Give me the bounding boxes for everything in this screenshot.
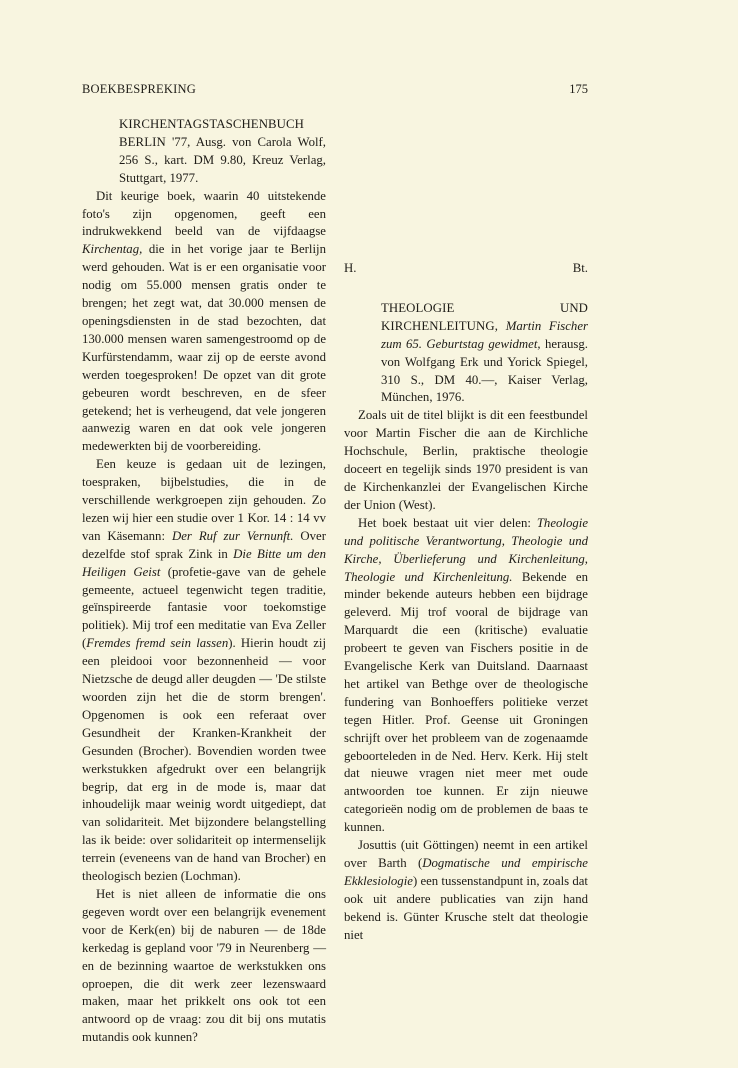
text-span: Dit keurige boek, waarin 40 uitstekende foto's zijn opgenomen, geeft een indrukwekkend beeld van de vijfdaagse: [82, 188, 326, 239]
review2-title: THEOLOGIE UND KIRCHENLEITUNG,: [381, 300, 588, 333]
review2-paragraph: [344, 515, 588, 837]
italic-span: Der Ruf zur Vernunft.: [171, 528, 294, 543]
right-column: [344, 116, 588, 945]
signature-right: Bt.: [572, 261, 588, 275]
running-head: BOEKBESPREKING: [82, 82, 196, 96]
italic-span: Theologie und politische Verantwortung, Theologie und Kirche, Überlieferung und Kirchenleitung, Theologie und Kirchenleitung.: [344, 515, 588, 584]
review1-heading: [119, 116, 326, 188]
review2-paragraph: Zoals uit de titel blijkt is dit een feestbundel voor Martin Fischer die aan de Kirchliche Hochschule, Berlin, praktische theologie doceert en tegelijk sinds 1970 president is van de Kirchenkanzlei der Evangelischen Kirche der Union (West).: [344, 408, 588, 512]
italic-span: Kirchentag,: [82, 242, 143, 257]
text-span: ) een tussenstandpunt in, zoals dat ook uit andere publicaties van zijn hand bekend is. Günter Krusche stelt dat theologie niet: [344, 873, 588, 942]
text-span: Het boek bestaat uit vier delen:: [358, 515, 537, 530]
text-span: Bekende en minder bekende auteurs hebben een bijdrage geleverd. Mij trof vooral de bijdrage van Marquardt die een (kritische) evaluatie probeert te geven van Fischers positie in de Evangelische Kerk van Duitsland. Daarnaast het artikel van Bethge over de theologische fundering van Bonhoeffers politieke verzet tegen Hitler. Prof. Geense uit Groningen schrijft over het probleem van de zogenaamde geboorteleden in de Ned. Herv. Kerk. Hij stelt dat nieuwe vragen niet meer met oude antwoorden toe kunnen. Er zijn nieuwe categorieën nodig om de problemen de baas te kunnen.: [344, 569, 588, 835]
left-column: [82, 116, 326, 1047]
review1-details: Ausg. von Carola Wolf, 256 S., kart. DM 9.80, Kreuz Verlag, Stuttgart, 1977.: [119, 134, 327, 185]
review1-year: '77,: [171, 134, 191, 149]
italic-span: Dogmatische und empirische Ekklesiologie: [344, 856, 588, 888]
text-span: Josuttis (uit Göttingen) neemt in een artikel over Barth (: [344, 838, 588, 870]
review1-paragraph: [82, 456, 326, 886]
review1-paragraph: Het is niet alleen de informatie die ons gegeven wordt over een belangrijk evenement voor de Kerk(en) bij de naburen — de 18de kerkedag is gepland voor '79 in Neurenberg — en de bezinning waartoe de werkstukken ons oproepen, die dit werk zeer lezenswaard maken, maar het prikkelt ons ook tot een antwoord op de vraag: zou dit bij ons mutatis mutandis ook kunnen?: [82, 886, 326, 1045]
text-span: Een keuze is gedaan uit de lezingen, toespraken, bijbelstudies, die in de verschillende werkgroepen zijn gehouden. Zo lezen wij hier een studie over 1 Kor. 14 : 14 vv van Käsemann:: [82, 457, 326, 543]
page-header: [82, 82, 588, 100]
review2-subtitle: Martin Fischer zum 65. Geburtstag gewidmet,: [381, 318, 588, 351]
review2-heading: [381, 300, 588, 407]
review1-paragraph: [82, 188, 326, 457]
italic-span: Die Bitte um den Heiligen Geist: [82, 546, 327, 579]
review2-paragraph: [344, 837, 588, 944]
italic-span: Fremdes fremd sein lassen: [86, 636, 229, 651]
text-span: die in het vorige jaar te Berlijn werd gehouden. Wat is er een organisatie voor nodig om 55.000 mensen gratis onder te brengen; het zegt wat, dat 30.000 mensen de openingsdiensten in de stad bezochten, dat 130.000 mensen waren samengestroomd op de Kurfürstendamm, waar zij op de eerste avond werden toegesproken! De opzet van dit grote gebeuren wordt beschreven, en de sfeer getekend; het is verheugend, dat vele jongeren aanwezig waren en dat ook vele jongeren medewerkten bij de voorbereiding.: [82, 242, 326, 454]
review2-details: herausg. von Wolfgang Erk und Yorick Spiegel, 310 S., DM 40.—, Kaiser Verlag, München, 1976.: [381, 336, 588, 405]
page-number: 175: [569, 82, 588, 96]
text-span: (profetie-gave van de gehele gemeente, actueel tegenwicht tegen traditie, geïnspireerde fantasie voor toekomstige politiek). Mij trof een meditatie van Eva Zeller (: [82, 564, 327, 651]
review1-title: KIRCHENTAGSTASCHENBUCH BERLIN: [119, 117, 305, 149]
scan-margin: [694, 0, 738, 1068]
signature-left: H.: [344, 261, 357, 275]
text-span: ). Hierin houdt zij een pleidooi voor bezonnenheid — voor Nietzsche de deugd aller deugden — 'De stilste woorden zijn het die de storm brengen'. Opgenomen is ook een referaat over Gesundheit der Kranken-Krankheit der Gesunden (Brocher). Bovendien worden twee werkstukken afgedrukt over een belangrijk begrip, dat erg in de mode is, maar dat inhoudelijk maar weinig wordt uitgediept, dat van solidariteit. Met bijzondere belangstelling las ik beide: over solidariteit op intermenselijk terrein (eveneens van de hand van Brocher) en theologisch bezien (Lochman).: [82, 636, 326, 884]
review1-signature: [344, 260, 588, 278]
text-span: Over dezelfde stof sprak Zink in: [82, 528, 326, 561]
